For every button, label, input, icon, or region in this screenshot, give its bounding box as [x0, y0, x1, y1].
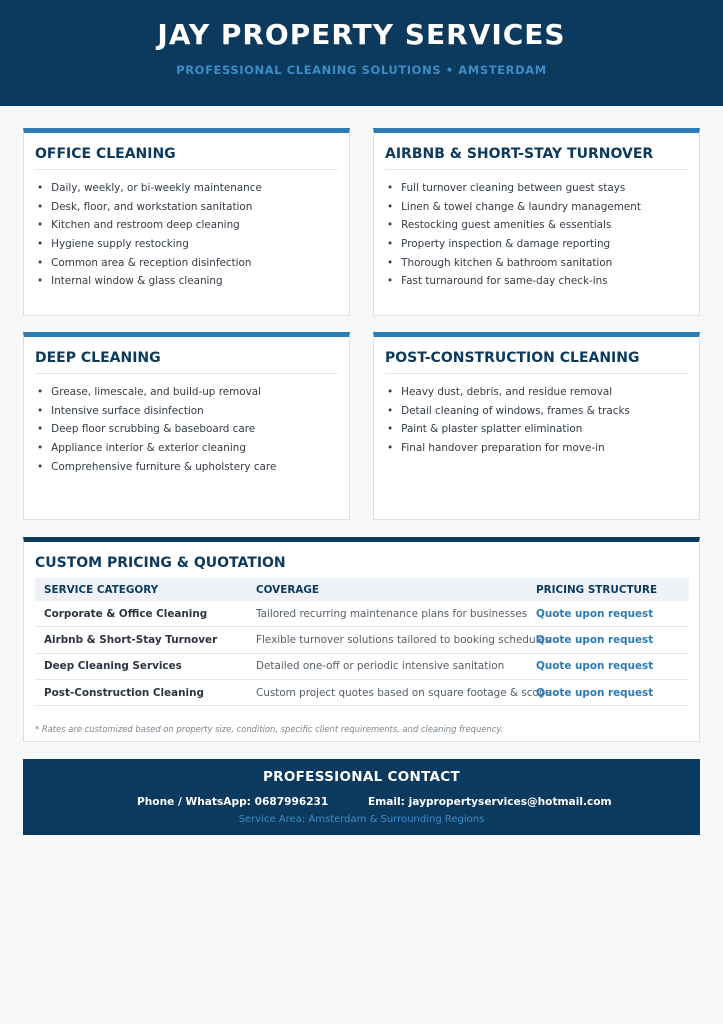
pricing-table	[35, 578, 689, 706]
table-row	[35, 627, 689, 653]
list-item: • Deep floor scrubbing & baseboard care	[37, 420, 276, 439]
company-tagline: PROFESSIONAL CLEANING SOLUTIONS • AMSTERDAM	[176, 63, 547, 77]
table-cell-pricing: Quote upon request	[536, 633, 654, 646]
service-card-airbnb	[373, 128, 700, 316]
table-cell-category: Corporate & Office Cleaning	[44, 607, 208, 620]
table-cell-coverage: Flexible turnover solutions tailored to booking schedules	[256, 633, 551, 646]
table-row	[35, 601, 689, 627]
list-item: • Property inspection & damage reporting	[387, 235, 641, 254]
list-item: • Kitchen and restroom deep cleaning	[37, 216, 262, 235]
list-item: • Common area & reception disinfection	[37, 254, 262, 273]
contact-email: Email: jaypropertyservices@hotmail.com	[368, 796, 612, 808]
company-name: JAY PROPERTY SERVICES	[157, 18, 566, 51]
pricing-title: CUSTOM PRICING & QUOTATION	[35, 555, 286, 571]
list-item: • Paint & plaster splatter elimination	[387, 420, 630, 439]
table-cell-pricing: Quote upon request	[536, 686, 654, 699]
table-row	[35, 654, 689, 680]
list-item: • Desk, floor, and workstation sanitation	[37, 198, 262, 217]
list-item: • Appliance interior & exterior cleaning	[37, 439, 276, 458]
table-cell-pricing: Quote upon request	[536, 660, 654, 673]
service-card-title: OFFICE CLEANING	[35, 146, 338, 170]
list-item: • Daily, weekly, or bi-weekly maintenance	[37, 179, 262, 198]
service-card-office	[23, 128, 350, 316]
service-list	[37, 179, 262, 291]
table-cell-category: Post-Construction Cleaning	[44, 686, 204, 699]
contact-title: PROFESSIONAL CONTACT	[262, 769, 460, 785]
column-header: PRICING STRUCTURE	[536, 583, 658, 596]
table-cell-coverage: Tailored recurring maintenance plans for businesses	[256, 607, 528, 620]
service-card-title: POST-CONSTRUCTION CLEANING	[385, 350, 688, 374]
list-item: • Comprehensive furniture & upholstery care	[37, 458, 276, 477]
list-item: • Grease, limescale, and build-up removal	[37, 383, 276, 402]
service-list	[37, 383, 276, 476]
list-item: • Heavy dust, debris, and residue removal	[387, 383, 630, 402]
table-row	[35, 680, 689, 706]
list-item: • Hygiene supply restocking	[37, 235, 262, 254]
list-item: • Final handover preparation for move-in	[387, 439, 630, 458]
table-cell-coverage: Custom project quotes based on square footage & scope	[256, 686, 552, 699]
list-item: • Intensive surface disinfection	[37, 402, 276, 421]
table-cell-category: Airbnb & Short-Stay Turnover	[44, 633, 218, 646]
list-item: • Fast turnaround for same-day check-ins	[387, 272, 641, 291]
table-cell-category: Deep Cleaning Services	[44, 660, 182, 673]
service-card-post-construction	[373, 332, 700, 520]
table-cell-coverage: Detailed one-off or periodic intensive sanitation	[256, 660, 505, 673]
list-item: • Linen & towel change & laundry management	[387, 198, 641, 217]
contact-section	[23, 759, 700, 835]
service-area: Service Area: Amsterdam & Surrounding Regions	[238, 814, 485, 825]
column-header: COVERAGE	[256, 583, 319, 596]
service-card-deep	[23, 332, 350, 520]
column-header: SERVICE CATEGORY	[44, 583, 159, 596]
list-item: • Full turnover cleaning between guest stays	[387, 179, 641, 198]
pricing-footnote: * Rates are customized based on property size, condition, specific client requirements, and cleaning frequency.	[35, 724, 504, 734]
table-header-row	[35, 578, 689, 601]
service-list	[387, 383, 630, 458]
list-item: • Restocking guest amenities & essentials	[387, 216, 641, 235]
page-header	[0, 0, 723, 106]
list-item: • Detail cleaning of windows, frames & tracks	[387, 402, 630, 421]
pricing-section	[23, 537, 700, 742]
list-item: • Thorough kitchen & bathroom sanitation	[387, 254, 641, 273]
table-cell-pricing: Quote upon request	[536, 607, 654, 620]
service-card-title: DEEP CLEANING	[35, 350, 338, 374]
list-item: • Internal window & glass cleaning	[37, 272, 262, 291]
service-card-title: AIRBNB & SHORT-STAY TURNOVER	[385, 146, 688, 170]
service-list	[387, 179, 641, 291]
contact-phone: Phone / WhatsApp: 0687996231	[137, 796, 329, 808]
